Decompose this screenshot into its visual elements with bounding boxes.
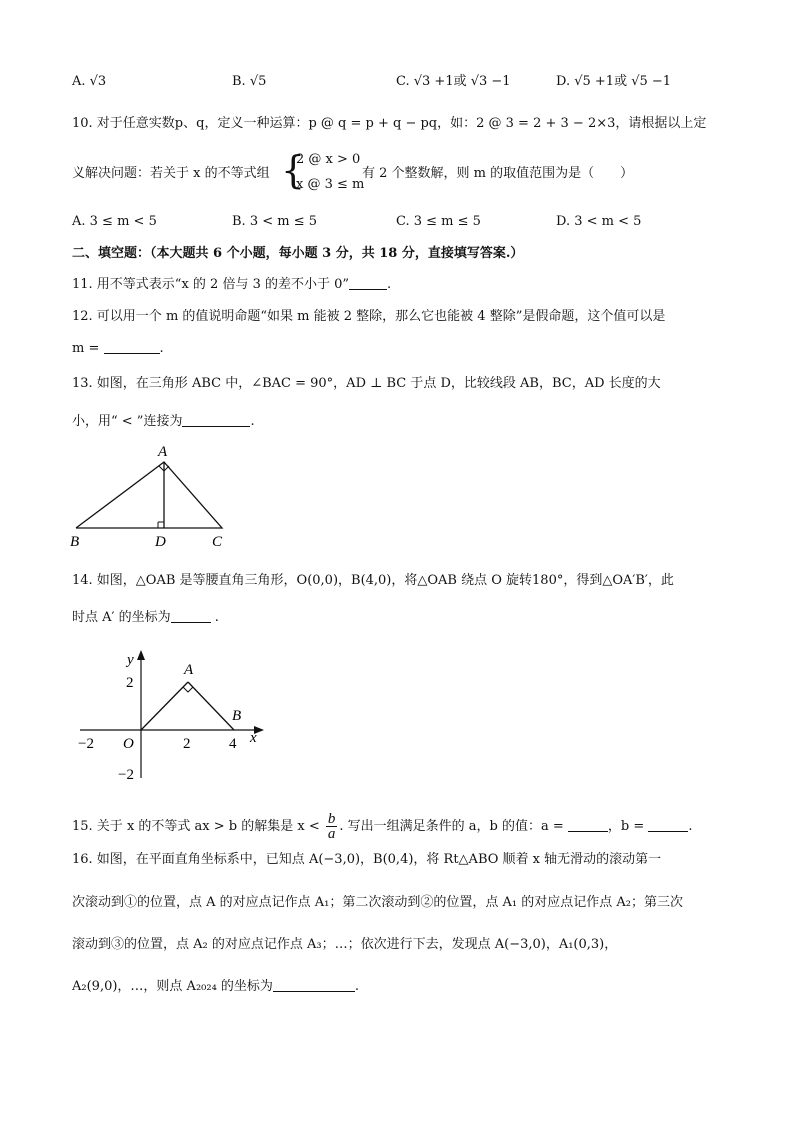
q15-b-blank[interactable] [648,817,688,832]
q10-system-2: x @ 3 ≤ m [296,177,365,192]
fraction-b-over-a [326,812,338,841]
q12-prefix: m = [72,341,100,356]
axis-label-y: y [127,652,134,668]
label-b: B [70,534,80,550]
label-d: D [155,534,166,550]
tick-x-2: 2 [183,736,191,752]
q16-line4: A₂(9,0)，…，则点 A₂₀₂₄ 的坐标为 . [72,979,360,994]
fraction-denominator: a [327,826,336,842]
right-angle-a14 [183,687,193,692]
fraction-numerator: b [327,811,336,827]
section2-title: 二、填空题：（本大题共 6 个小题，每小题 3 分，共 18 分，直接填写答案.） [72,246,524,261]
q9-option-b: B. √5 [232,74,267,89]
q16-line2: 次滚动到①的位置，点 A 的对应点记作点 A₁；第二次滚动到②的位置，点 A₁ 的对应点记作点 A₂；第三次 [72,895,683,910]
q10-option-b: B. 3 < m ≤ 5 [232,214,318,229]
origin-label: O [123,736,134,752]
q15-mid: ，b = [607,819,645,834]
tick-x-neg2: −2 [78,736,94,752]
segment-oa [141,682,188,730]
figure-q13-triangle [62,440,242,552]
q13-line2: 小，用“ < ”连接为 . [72,414,255,429]
q11-stem: 11. 用不等式表示“x 的 2 倍与 3 的差不小于 0” [72,277,350,292]
q10-system-1: 2 @ x > 0 [296,152,361,167]
q13-prefix: 小，用“ < ”连接为 [72,414,183,429]
q12-answer-blank[interactable] [104,339,160,354]
figure-q14-coordinate [74,644,274,784]
q10-option-a: A. 3 ≤ m < 5 [72,214,157,229]
q16-answer-blank[interactable] [273,977,355,992]
label-c: C [212,534,223,550]
point-label-a: A [184,662,194,678]
q10-option-c: C. 3 ≤ m ≤ 5 [396,214,481,229]
q16-line1: 16. 如图，在平面直角坐标系中，已知点 A(−3,0)，B(0,4)，将 Rt△ABO 顺着 x 轴无滑动的滚动第一 [72,852,662,867]
system-brace: { [281,148,306,192]
q15-a-blank[interactable] [568,817,608,832]
triangle-abc [76,462,222,528]
y-axis-arrow [137,650,145,660]
q13-line1: 13. 如图，在三角形 ABC 中，∠BAC = 90°，AD ⊥ BC 于点 D，比较线段 AB，BC，AD 长度的大 [72,376,661,391]
q10-line2-suffix: 有 2 个整数解，则 m 的取值范围为是（ ） [362,166,634,181]
q10-line1: 10. 对于任意实数p、q，定义一种运算：p @ q = p + q − pq，如：2 @ 3 = 2 + 3 − 2×3，请根据以上定 [72,116,707,131]
q14-answer-blank[interactable] [171,608,211,623]
q12-line2: m = . [72,341,164,356]
segment-ab [188,682,234,730]
tick-y-neg2: −2 [118,767,134,783]
q14-line2: 时点 A′ 的坐标为 . [72,610,219,625]
q15-stem: 15. 关于 x 的不等式 ax > b 的解集是 x < [72,819,320,834]
axis-label-x: x [250,730,257,746]
point-label-b: B [232,708,242,724]
q13-answer-blank[interactable] [182,412,250,427]
q15-after: . 写出一组满足条件的 a，b 的值：a = [339,819,564,834]
q16-prefix: A₂(9,0)，…，则点 A₂₀₂₄ 的坐标为 [72,979,273,994]
q15-text: 15. 关于 x 的不等式 ax > b 的解集是 x < $\frac{b}{a}$ . 写出一组满足条件的 a，b 的值：a = ，b = . [72,811,693,842]
q16-line3: 滚动到③的位置，点 A₂ 的对应点记作点 A₃；…；依次进行下去，发现点 A(−3,0)，A₁(0,3)， [72,937,618,952]
q9-option-a: A. √3 [72,74,107,89]
q14-line1: 14. 如图，△OAB 是等腰直角三角形，O(0,0)，B(4,0)，将△OAB 绕点 O 旋转180°，得到△OA′B′，此 [72,573,674,588]
tick-y-2: 2 [126,675,134,691]
q11-text: 11. 用不等式表示“x 的 2 倍与 3 的差不小于 0” . [72,277,392,292]
q10-line2-prefix: 义解决问题：若关于 x 的不等式组 [72,166,270,181]
tick-x-4: 4 [229,736,237,752]
q9-option-d: D. √5 +1或 √5 −1 [556,74,672,89]
q10-option-d: D. 3 < m < 5 [556,214,642,229]
label-a: A [158,444,168,460]
q14-prefix: 时点 A′ 的坐标为 [72,610,171,625]
q12-line1: 12. 可以用一个 m 的值说明命题“如果 m 能被 2 整除，那么它也能被 4 整除”是假命题，这个值可以是 [72,309,666,324]
q9-option-c: C. √3 +1或 √3 −1 [396,74,511,89]
q11-answer-blank[interactable] [349,275,387,290]
